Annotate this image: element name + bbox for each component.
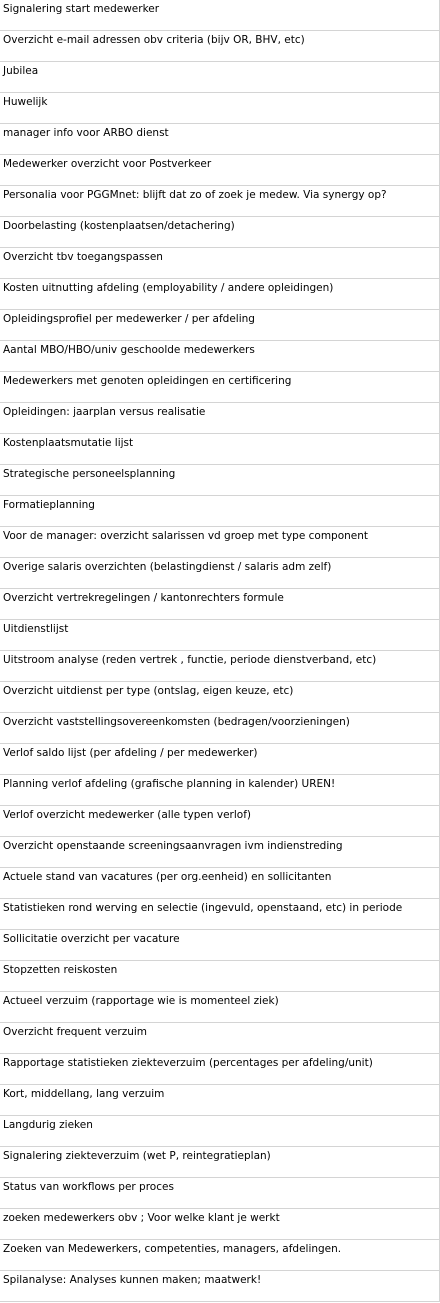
table-row	[0, 1023, 440, 1054]
table-cell[interactable]: Spilanalyse: Analyses kunnen maken; maatwerk!	[0, 1271, 440, 1302]
table-row	[0, 868, 440, 899]
table-row	[0, 744, 440, 775]
table-row	[0, 806, 440, 837]
table-row	[0, 1209, 440, 1240]
table-row	[0, 496, 440, 527]
table-cell[interactable]: Overige salaris overzichten (belastingdienst / salaris adm zelf)	[0, 558, 440, 589]
table-cell[interactable]: Verlof saldo lijst (per afdeling / per medewerker)	[0, 744, 440, 775]
table-row	[0, 217, 440, 248]
table-cell[interactable]: Overzicht vertrekregelingen / kantonrechters formule	[0, 589, 440, 620]
table-cell[interactable]: Overzicht tbv toegangspassen	[0, 248, 440, 279]
table-row	[0, 713, 440, 744]
table-cell[interactable]: Actueel verzuim (rapportage wie is momenteel ziek)	[0, 992, 440, 1023]
table-cell[interactable]: Uitdienstlijst	[0, 620, 440, 651]
table-cell[interactable]: Opleidingsprofiel per medewerker / per afdeling	[0, 310, 440, 341]
table-row	[0, 992, 440, 1023]
table-row	[0, 0, 440, 31]
table-row	[0, 372, 440, 403]
table-cell[interactable]: Doorbelasting (kostenplaatsen/detachering)	[0, 217, 440, 248]
table-row	[0, 682, 440, 713]
table-cell[interactable]: Kosten uitnutting afdeling (employability / andere opleidingen)	[0, 279, 440, 310]
table-cell[interactable]: Aantal MBO/HBO/univ geschoolde medewerkers	[0, 341, 440, 372]
table-cell[interactable]: Kostenplaatsmutatie lijst	[0, 434, 440, 465]
table-row	[0, 930, 440, 961]
table-row	[0, 279, 440, 310]
table-row	[0, 1240, 440, 1271]
table-cell[interactable]: Rapportage statistieken ziekteverzuim (percentages per afdeling/unit)	[0, 1054, 440, 1085]
table-row	[0, 1116, 440, 1147]
table-cell[interactable]: zoeken medewerkers obv ; Voor welke klant je werkt	[0, 1209, 440, 1240]
table-row	[0, 1147, 440, 1178]
table-cell[interactable]: Kort, middellang, lang verzuim	[0, 1085, 440, 1116]
table-row	[0, 589, 440, 620]
table-cell[interactable]: Opleidingen: jaarplan versus realisatie	[0, 403, 440, 434]
table-cell[interactable]: Sollicitatie overzicht per vacature	[0, 930, 440, 961]
table-cell[interactable]: Actuele stand van vacatures (per org.eenheid) en sollicitanten	[0, 868, 440, 899]
table-row	[0, 527, 440, 558]
table-row	[0, 434, 440, 465]
table-row	[0, 1085, 440, 1116]
table-cell[interactable]: Signalering start medewerker	[0, 0, 440, 31]
table-row	[0, 124, 440, 155]
table-cell[interactable]: Overzicht uitdienst per type (ontslag, eigen keuze, etc)	[0, 682, 440, 713]
table-row	[0, 837, 440, 868]
table-row	[0, 31, 440, 62]
table-row	[0, 403, 440, 434]
table-cell[interactable]: Jubilea	[0, 62, 440, 93]
table-cell[interactable]: Voor de manager: overzicht salarissen vd groep met type component	[0, 527, 440, 558]
table-row	[0, 465, 440, 496]
table-row	[0, 186, 440, 217]
table-cell[interactable]: Status van workflows per proces	[0, 1178, 440, 1209]
table-row	[0, 155, 440, 186]
table-row	[0, 775, 440, 806]
table-cell[interactable]: Overzicht frequent verzuim	[0, 1023, 440, 1054]
table-cell[interactable]: Strategische personeelsplanning	[0, 465, 440, 496]
table-cell[interactable]: Planning verlof afdeling (grafische planning in kalender) UREN!	[0, 775, 440, 806]
table-row	[0, 1054, 440, 1085]
table-row	[0, 899, 440, 930]
table-cell[interactable]: Uitstroom analyse (reden vertrek , functie, periode dienstverband, etc)	[0, 651, 440, 682]
table-cell[interactable]: Personalia voor PGGMnet: blijft dat zo of zoek je medew. Via synergy op?	[0, 186, 440, 217]
table-cell[interactable]: Huwelijk	[0, 93, 440, 124]
table-cell[interactable]: Langdurig zieken	[0, 1116, 440, 1147]
table-cell[interactable]: Overzicht vaststellingsovereenkomsten (bedragen/voorzieningen)	[0, 713, 440, 744]
table-cell[interactable]: Medewerker overzicht voor Postverkeer	[0, 155, 440, 186]
table-row	[0, 93, 440, 124]
table-row	[0, 62, 440, 93]
table-cell[interactable]: Formatieplanning	[0, 496, 440, 527]
table-cell[interactable]: Overzicht openstaande screeningsaanvragen ivm indienstreding	[0, 837, 440, 868]
table-cell[interactable]: Stopzetten reiskosten	[0, 961, 440, 992]
table-cell[interactable]: Verlof overzicht medewerker (alle typen verlof)	[0, 806, 440, 837]
table-row	[0, 310, 440, 341]
table-row	[0, 620, 440, 651]
table-row	[0, 1271, 440, 1302]
table-cell[interactable]: manager info voor ARBO dienst	[0, 124, 440, 155]
table-cell[interactable]: Zoeken van Medewerkers, competenties, managers, afdelingen.	[0, 1240, 440, 1271]
table-row	[0, 341, 440, 372]
table-row	[0, 961, 440, 992]
table-cell[interactable]: Medewerkers met genoten opleidingen en certificering	[0, 372, 440, 403]
table-row	[0, 1178, 440, 1209]
table-cell[interactable]: Statistieken rond werving en selectie (ingevuld, openstaand, etc) in periode	[0, 899, 440, 930]
table-cell[interactable]: Overzicht e-mail adressen obv criteria (bijv OR, BHV, etc)	[0, 31, 440, 62]
table-row	[0, 651, 440, 682]
table-row	[0, 248, 440, 279]
table-cell[interactable]: Signalering ziekteverzuim (wet P, reintegratieplan)	[0, 1147, 440, 1178]
table-row	[0, 558, 440, 589]
